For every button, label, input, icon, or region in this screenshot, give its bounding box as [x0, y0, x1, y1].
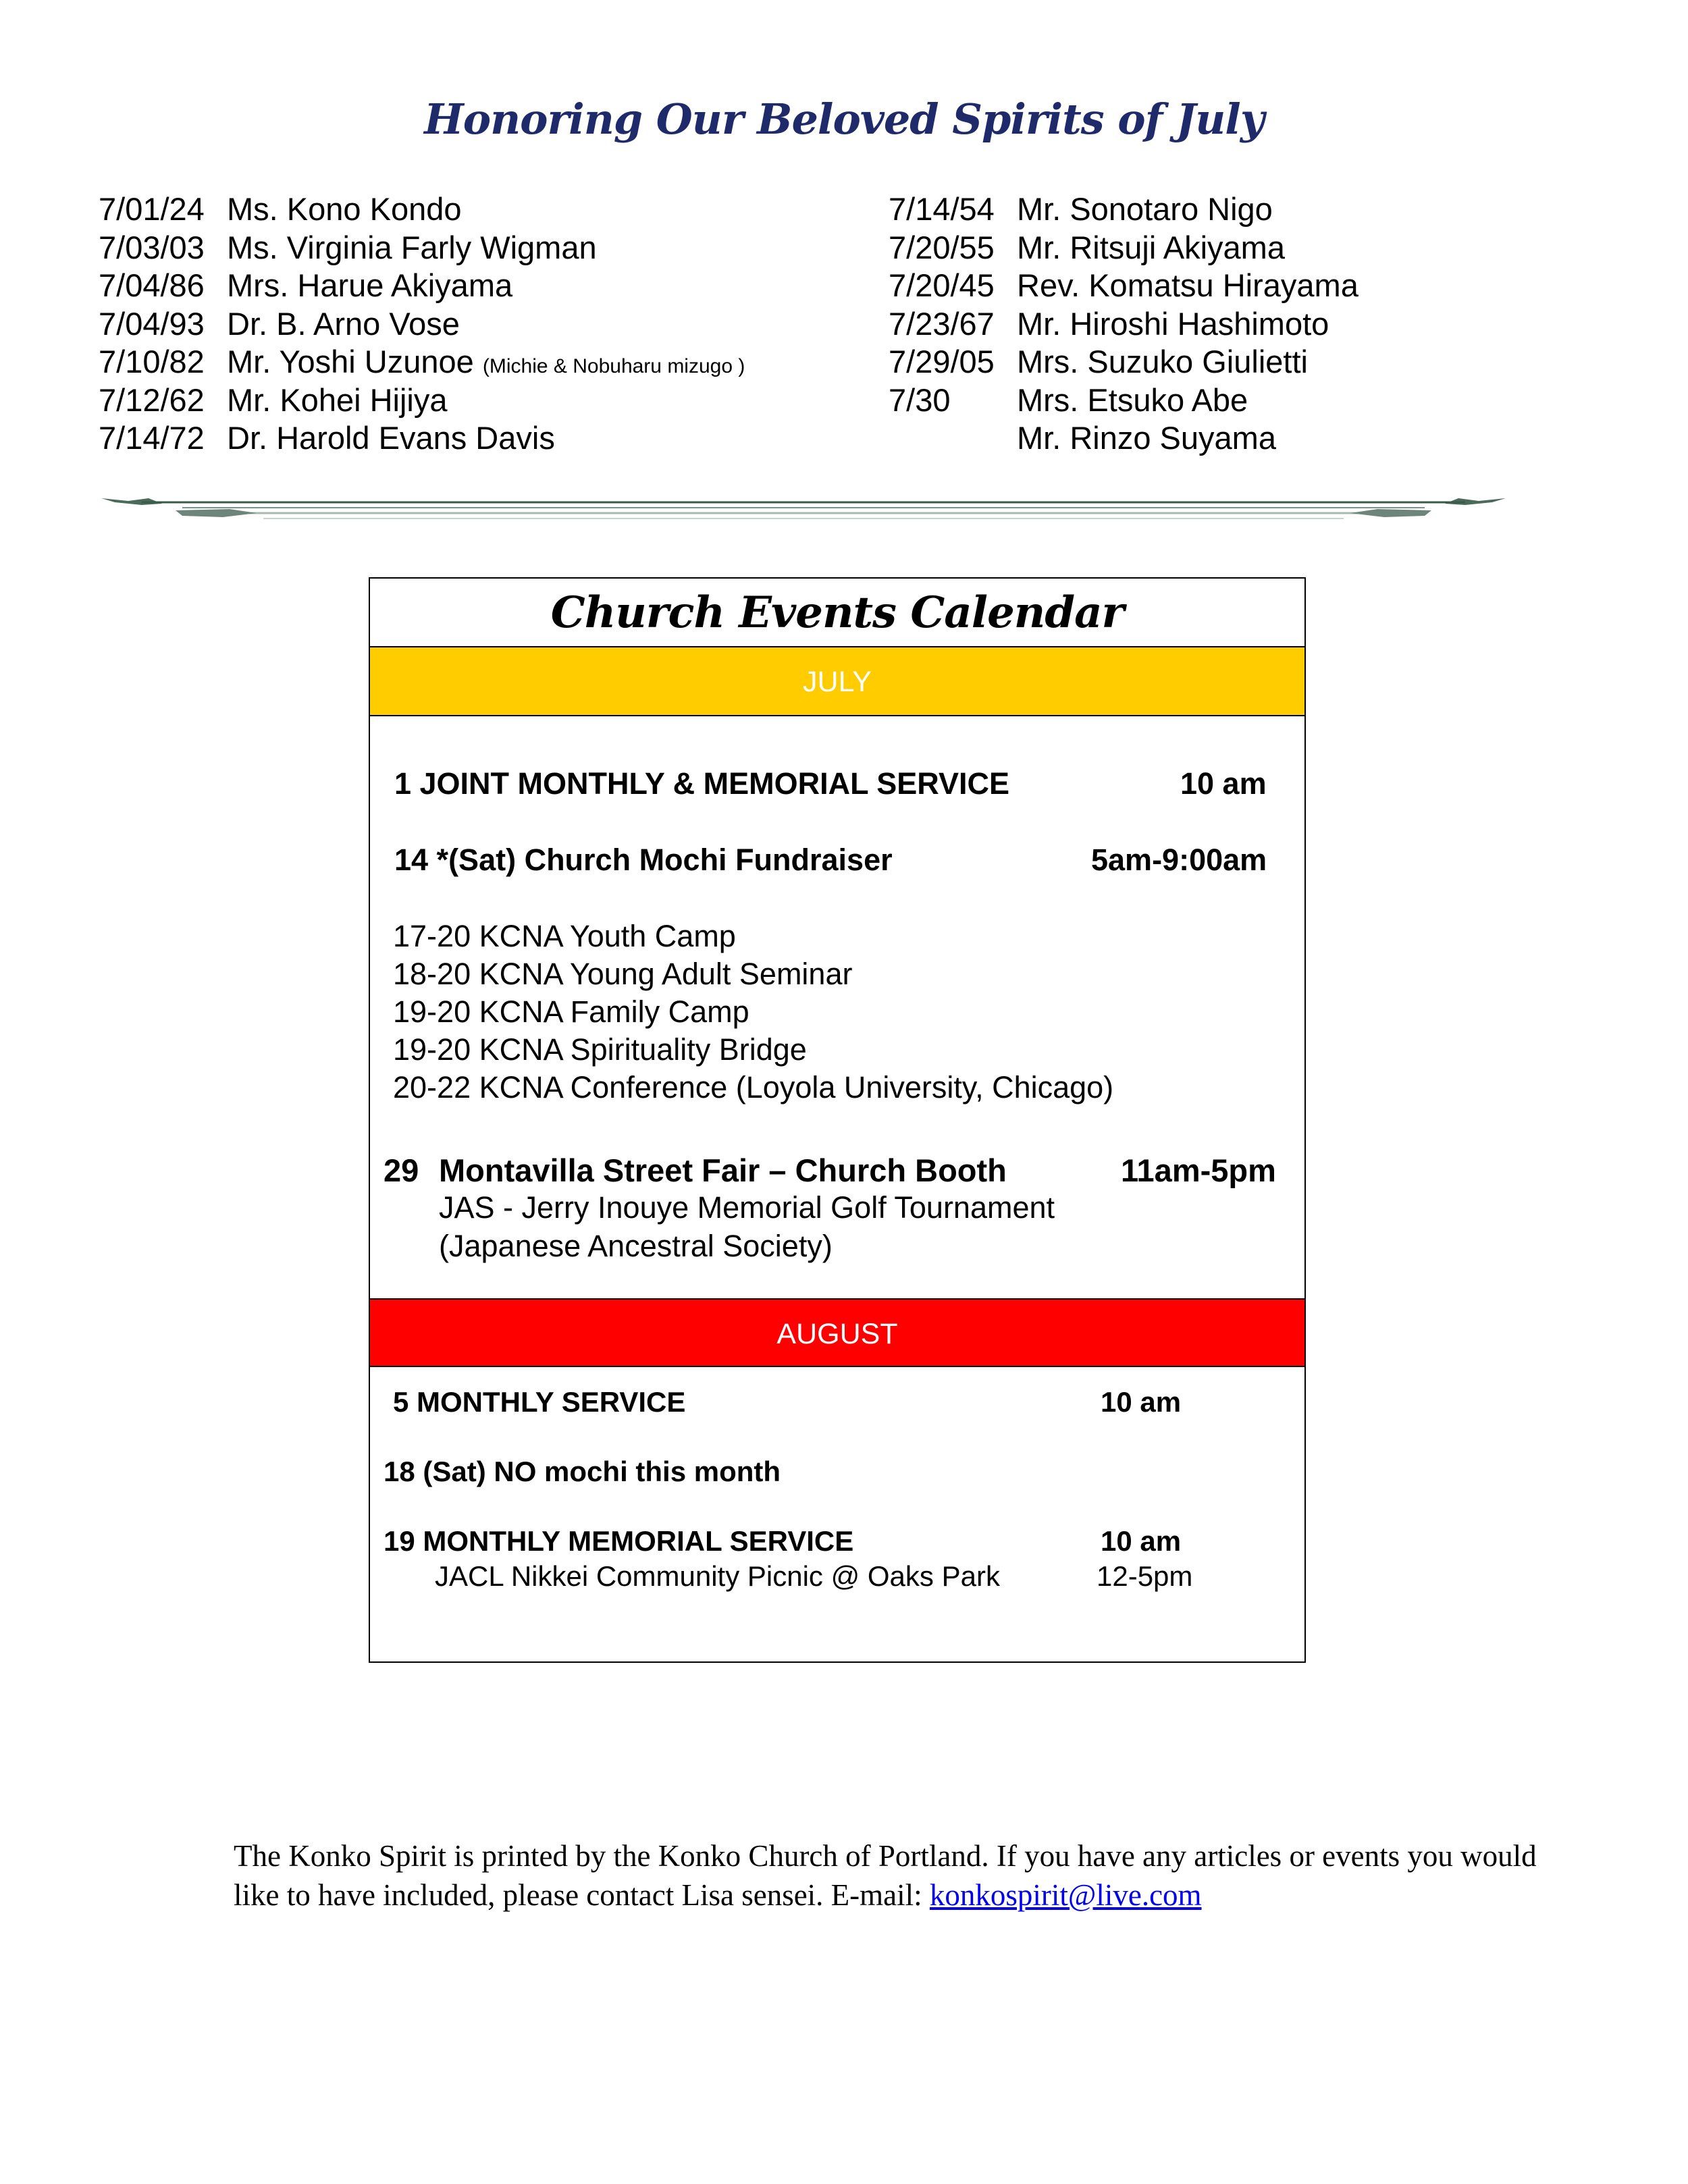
event-subtext: JAS - Jerry Inouye Memorial Golf Tournament — [439, 1190, 1055, 1225]
event-text: 5 MONTHLY SERVICE — [393, 1386, 686, 1418]
event-text: 18 (Sat) NO mochi this month — [384, 1456, 781, 1487]
event-day: 29 — [384, 1152, 419, 1188]
memorial-row — [889, 267, 1359, 305]
event-text: Montavilla Street Fair – Church Booth — [439, 1152, 1007, 1188]
event-time: 12-5pm — [1097, 1560, 1193, 1592]
list-item: 17-20 KCNA Youth Camp — [393, 919, 736, 953]
memorial-name: Dr. Harold Evans Davis — [227, 420, 555, 456]
list-item: 18-20 KCNA Young Adult Seminar — [393, 957, 853, 991]
list-item: 19-20 KCNA Family Camp — [393, 994, 749, 1029]
memorial-name: Rev. Komatsu Hirayama — [1017, 267, 1359, 303]
event-subtext: (Japanese Ancestral Society) — [439, 1229, 833, 1263]
list-item: 20-22 KCNA Conference (Loyola University, Chicago) — [393, 1070, 1114, 1104]
memorial-list-right — [889, 190, 1359, 458]
memorial-row — [889, 381, 1359, 420]
memorial-date: 7/14/54 — [889, 191, 995, 227]
memorial-name: Ms. Kono Kondo — [227, 191, 462, 227]
memorial-row — [99, 343, 745, 381]
memorial-row — [99, 229, 745, 267]
memorial-row — [99, 381, 745, 420]
calendar-title: Church Events Calendar — [370, 579, 1304, 647]
memorial-name: Mr. Sonotaro Nigo — [1017, 191, 1273, 227]
memorial-list-left — [99, 190, 745, 458]
memorial-name: Mrs. Suzuko Giulietti — [1017, 344, 1308, 379]
memorial-date: 7/12/62 — [99, 381, 205, 418]
memorial-date: 7/01/24 — [99, 191, 205, 227]
event-time: 5am-9:00am — [1091, 843, 1267, 877]
memorial-row — [99, 267, 745, 305]
event-text: 1 JOINT MONTHLY & MEMORIAL SERVICE — [394, 766, 1009, 801]
events-calendar — [369, 577, 1306, 1663]
memorial-date: 7/04/86 — [99, 267, 205, 303]
footer-text: The Konko Spirit is printed by the Konko Church of Portland. If you have any articles or events you would like to have included, please contact Lisa sensei. E-mail: — [234, 1839, 1537, 1912]
memorial-date: 7/23/67 — [889, 305, 995, 342]
event-text: 19 MONTHLY MEMORIAL SERVICE — [384, 1525, 854, 1557]
memorial-name: Mr. Rinzo Suyama — [1017, 420, 1276, 456]
memorial-row — [889, 343, 1359, 381]
memorial-date: 7/10/82 — [99, 344, 205, 379]
memorial-name: Mrs. Harue Akiyama — [227, 267, 513, 303]
memorial-row — [99, 419, 745, 458]
footer-note — [234, 1836, 1571, 1915]
memorial-row — [889, 419, 1359, 458]
july-events — [370, 716, 1304, 1298]
memorial-date: 7/29/05 — [889, 344, 995, 379]
event-subtext: JACL Nikkei Community Picnic @ Oaks Park — [435, 1560, 1000, 1592]
memorial-name: Dr. B. Arno Vose — [227, 305, 460, 342]
page-title: Honoring Our Beloved Spirits of July — [424, 95, 1264, 144]
memorial-note: (Michie & Nobuharu mizugo ) — [482, 355, 745, 377]
email-link[interactable]: konkospirit@live.com — [929, 1878, 1202, 1912]
list-item: 19-20 KCNA Spirituality Bridge — [393, 1032, 807, 1067]
memorial-name: Mr. Ritsuji Akiyama — [1017, 229, 1285, 265]
august-events — [370, 1367, 1304, 1663]
memorial-name: Mrs. Etsuko Abe — [1017, 381, 1248, 418]
memorial-date: 7/20/55 — [889, 229, 995, 265]
memorial-date: 7/04/93 — [99, 305, 205, 342]
memorial-name: Ms. Virginia Farly Wigman — [227, 229, 597, 265]
memorial-date: 7/03/03 — [99, 229, 205, 265]
month-header-august: AUGUST — [370, 1298, 1304, 1367]
memorial-name: Mr. Yoshi Uzunoe — [227, 344, 474, 379]
memorial-row — [889, 190, 1359, 229]
ornamental-divider — [101, 486, 1506, 527]
event-time: 10 am — [1101, 1386, 1182, 1418]
event-time: 10 am — [1180, 766, 1267, 801]
month-header-july: JULY — [370, 647, 1304, 716]
event-time: 11am-5pm — [1121, 1152, 1276, 1188]
memorial-date: 7/14/72 — [99, 420, 205, 456]
memorial-date: 7/30 — [889, 381, 951, 418]
memorial-row — [889, 305, 1359, 344]
memorial-row — [99, 190, 745, 229]
event-text: 14 *(Sat) Church Mochi Fundraiser — [394, 843, 893, 877]
memorial-date: 7/20/45 — [889, 267, 995, 303]
memorial-row — [99, 305, 745, 344]
memorial-row — [889, 229, 1359, 267]
event-time: 10 am — [1101, 1525, 1182, 1557]
memorial-name: Mr. Hiroshi Hashimoto — [1017, 305, 1329, 342]
memorial-name: Mr. Kohei Hijiya — [227, 381, 448, 418]
